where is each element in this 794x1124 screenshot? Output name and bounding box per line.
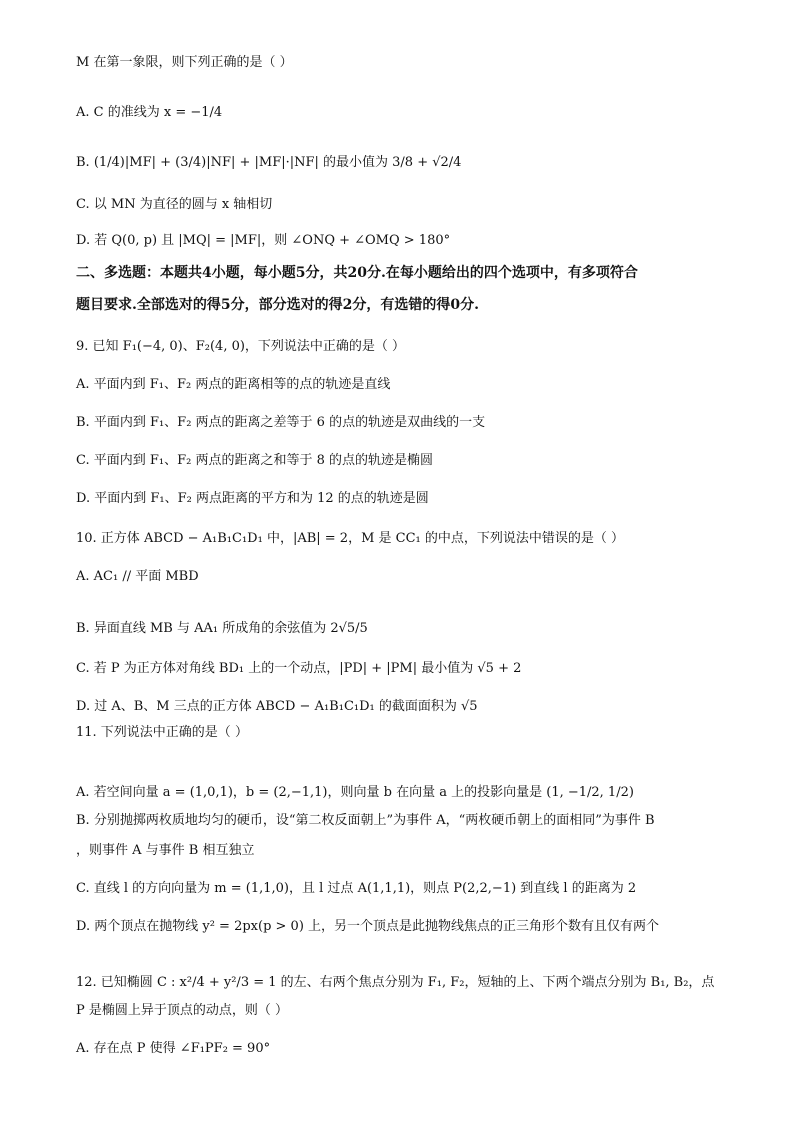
q11-option-d: D. 两个顶点在抛物线 y² = 2px(p > 0) 上，另一个顶点是此抛物线焦点的正三角形个数有且仅有两个 <box>76 919 660 934</box>
q9-option-a: A. 平面内到 F₁、F₂ 两点的距离相等的点的轨迹是直线 <box>76 377 391 392</box>
q8-option-d: D. 若 Q(0, p) 且 |MQ| = |MF|，则 ∠ONQ + ∠OMQ > 180° <box>76 233 451 248</box>
q8-option-a: A. C 的准线为 x = −1/4 <box>76 105 223 120</box>
q10-option-c: C. 若 P 为正方体对角线 BD₁ 上的一个动点，|PD| + |PM| 最小值为 √5 + 2 <box>76 661 522 676</box>
q11-option-b-continuation: ，则事件 A 与事件 B 相互独立 <box>76 843 255 858</box>
q11-option-c: C. 直线 l 的方向向量为 m = (1,1,0)，且 l 过点 A(1,1,1)，则点 P(2,2,−1) 到直线 l 的距离为 2 <box>76 881 637 896</box>
section-heading-multi-choice: 二、多选题：本题共4小题，每小题5分，共20分.在每小题给出的四个选项中，有多项符合 <box>76 265 638 281</box>
q9-option-c: C. 平面内到 F₁、F₂ 两点的距离之和等于 8 的点的轨迹是椭圆 <box>76 453 434 468</box>
q8-option-c: C. 以 MN 为直径的圆与 x 轴相切 <box>76 197 273 212</box>
q9-stem: 9. 已知 F₁(−4, 0)、F₂(4, 0)，下列说法中正确的是（ ） <box>76 339 406 354</box>
q12-stem-continuation: P 是椭圆上异于顶点的动点，则（ ） <box>76 1003 289 1018</box>
q12-option-a: A. 存在点 P 使得 ∠F₁PF₂ = 90° <box>76 1041 271 1056</box>
q11-stem: 11. 下列说法中正确的是（ ） <box>76 725 248 740</box>
q12-stem: 12. 已知椭圆 C : x²/4 + y²/3 = 1 的左、右两个焦点分别为 F₁, F₂，短轴的上、下两个端点分别为 B₁, B₂，点 <box>76 975 715 990</box>
q9-option-b: B. 平面内到 F₁、F₂ 两点的距离之差等于 6 的点的轨迹是双曲线的一支 <box>76 415 486 430</box>
q10-option-d: D. 过 A、B、M 三点的正方体 ABCD − A₁B₁C₁D₁ 的截面面积为 √5 <box>76 699 478 714</box>
q11-option-a: A. 若空间向量 a = (1,0,1)，b = (2,−1,1)，则向量 b 在向量 a 上的投影向量是 (1, −1/2, 1/2) <box>76 785 634 800</box>
q8-stem-continuation: M 在第一象限，则下列正确的是（ ） <box>76 55 293 70</box>
q9-option-d: D. 平面内到 F₁、F₂ 两点距离的平方和为 12 的点的轨迹是圆 <box>76 491 429 506</box>
q11-option-b: B. 分别抛掷两枚质地均匀的硬币，设“第二枚反面朝上”为事件 A，“两枚硬币朝上的面相同”为事件 B <box>76 813 655 828</box>
q10-option-b: B. 异面直线 MB 与 AA₁ 所成角的余弦值为 2√5/5 <box>76 621 368 636</box>
q10-stem: 10. 正方体 ABCD − A₁B₁C₁D₁ 中，|AB| = 2，M 是 CC₁ 的中点，下列说法中错误的是（ ） <box>76 531 625 546</box>
section-instructions: 题目要求.全部选对的得5分，部分选对的得2分，有选错的得0分. <box>76 297 479 313</box>
q8-option-b: B. (1/4)|MF| + (3/4)|NF| + |MF|·|NF| 的最小值为 3/8 + √2/4 <box>76 155 462 170</box>
q10-option-a: A. AC₁ // 平面 MBD <box>76 569 199 584</box>
